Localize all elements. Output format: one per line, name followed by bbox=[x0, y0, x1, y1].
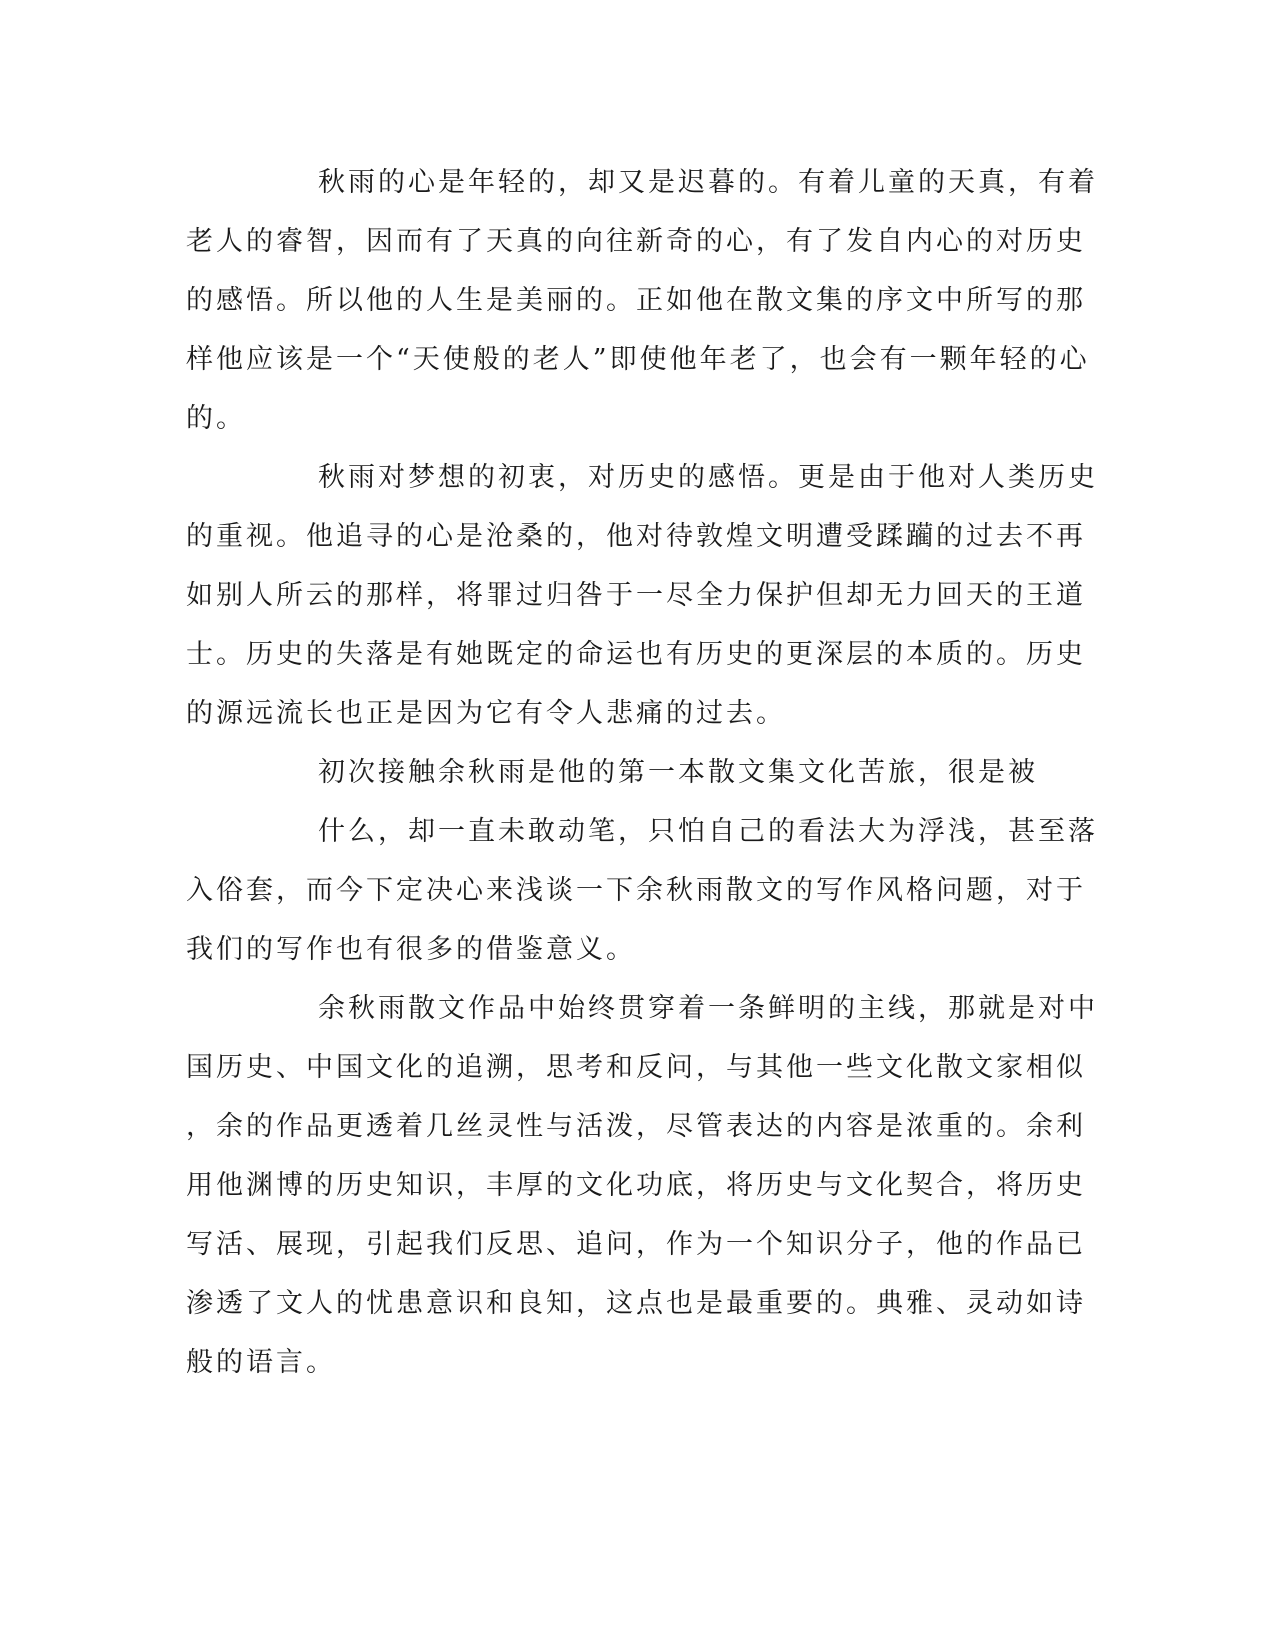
paragraph-5-line-6: 渗透了文人的忧患意识和良知，这点也是最重要的。典雅、灵动如诗 bbox=[186, 1288, 1086, 1319]
paragraph-2-line-1: 秋雨对梦想的初衷，对历史的感悟。更是由于他对人类历史 bbox=[318, 462, 1098, 493]
paragraph-1-line-2: 老人的睿智，因而有了天真的向往新奇的心，有了发自内心的对历史 bbox=[186, 226, 1086, 257]
paragraph-3-line-1: 初次接触余秋雨是他的第一本散文集文化苦旅，很是被 bbox=[318, 757, 1038, 788]
paragraph-5-line-3: ，余的作品更透着几丝灵性与活泼，尽管表达的内容是浓重的。余利 bbox=[186, 1111, 1086, 1142]
paragraph-5-line-7: 般的语言。 bbox=[186, 1347, 336, 1378]
paragraph-4-line-2: 入俗套，而今下定决心来浅谈一下余秋雨散文的写作风格问题，对于 bbox=[186, 875, 1086, 906]
paragraph-1-line-3: 的感悟。所以他的人生是美丽的。正如他在散文集的序文中所写的那 bbox=[186, 285, 1086, 316]
paragraph-2-line-5: 的源远流长也正是因为它有令人悲痛的过去。 bbox=[186, 698, 786, 729]
paragraph-4-line-3: 我们的写作也有很多的借鉴意义。 bbox=[186, 934, 636, 965]
paragraph-4-line-1: 什么，却一直未敢动笔，只怕自己的看法大为浮浅，甚至落 bbox=[318, 816, 1098, 847]
paragraph-1-line-4: 样他应该是一个“天使般的老人”即使他年老了，也会有一颗年轻的心 bbox=[186, 344, 1090, 375]
paragraph-2-line-2: 的重视。他追寻的心是沧桑的，他对待敦煌文明遭受蹂躏的过去不再 bbox=[186, 521, 1086, 552]
paragraph-5-line-5: 写活、展现，引起我们反思、追问，作为一个知识分子，他的作品已 bbox=[186, 1229, 1086, 1260]
paragraph-2-line-4: 士。历史的失落是有她既定的命运也有历史的更深层的本质的。历史 bbox=[186, 639, 1086, 670]
paragraph-1-line-1: 秋雨的心是年轻的，却又是迟暮的。有着儿童的天真，有着 bbox=[318, 167, 1098, 198]
paragraph-2-line-3: 如别人所云的那样，将罪过归咎于一尽全力保护但却无力回天的王道 bbox=[186, 580, 1086, 611]
paragraph-5-line-2: 国历史、中国文化的追溯，思考和反问，与其他一些文化散文家相似 bbox=[186, 1052, 1086, 1083]
paragraph-1-line-5: 的。 bbox=[186, 403, 246, 434]
paragraph-5-line-1: 余秋雨散文作品中始终贯穿着一条鲜明的主线，那就是对中 bbox=[318, 993, 1098, 1024]
paragraph-5-line-4: 用他渊博的历史知识，丰厚的文化功底，将历史与文化契合，将历史 bbox=[186, 1170, 1086, 1201]
